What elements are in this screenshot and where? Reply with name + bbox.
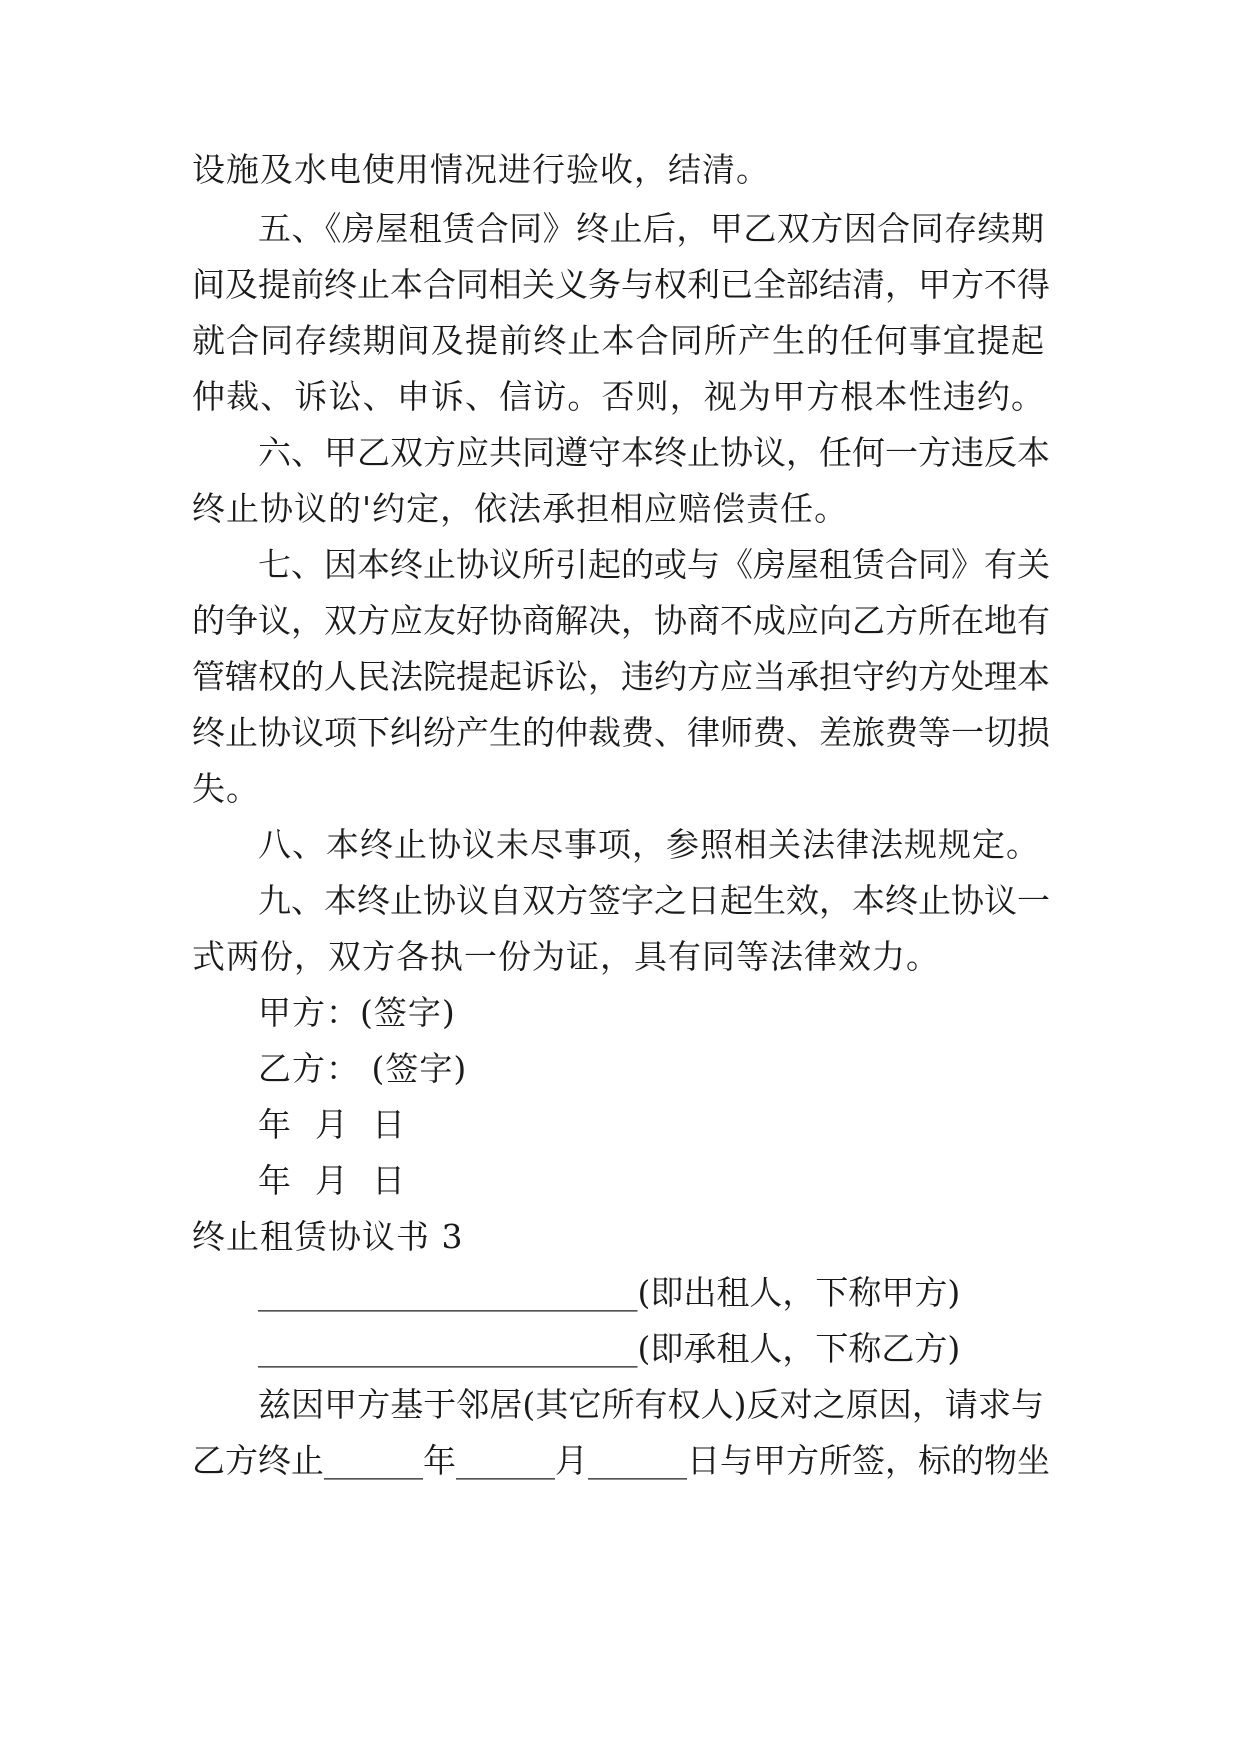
clause-7-line: 的争议，双方应友好协商解决，协商不成应向乙方所在地有 xyxy=(192,601,1050,640)
clause-5-line: 间及提前终止本合同相关义务与权利已全部结清，甲方不得 xyxy=(192,265,1050,304)
clause-5-line: 仲裁、诉讼、申诉、信访。否则，视为甲方根本性违约。 xyxy=(192,377,1044,416)
clause-9-line: 九、本终止协议自双方签字之日起生效，本终止协议一 xyxy=(258,881,1050,920)
date-line: 年 月 日 xyxy=(258,1105,406,1144)
lessor-line: _______________________(即出租人，下称甲方) xyxy=(258,1273,961,1312)
clause-7-line: 七、因本终止协议所引起的或与《房屋租赁合同》有关 xyxy=(258,545,1050,584)
party-b-signature: 乙方： (签字) xyxy=(258,1049,468,1088)
paragraph-line: 设施及水电使用情况进行验收，结清。 xyxy=(192,150,770,189)
lessee-line: _______________________(即承租人，下称乙方) xyxy=(258,1329,961,1368)
clause-5-line: 五、《房屋租赁合同》终止后，甲乙双方因合同存续期 xyxy=(258,209,1044,248)
clause-6-line: 终止协议的'约定，依法承担相应赔偿责任。 xyxy=(192,489,849,528)
clause-6-line: 六、甲乙双方应共同遵守本终止协议，任何一方违反本 xyxy=(258,433,1050,472)
clause-7-line: 失。 xyxy=(192,769,260,808)
section-title: 终止租赁协议书 3 xyxy=(192,1217,464,1256)
clause-7-line: 终止协议项下纠纷产生的仲裁费、律师费、差旅费等一切损 xyxy=(192,713,1050,752)
date-line: 年 月 日 xyxy=(258,1161,406,1200)
party-a-signature: 甲方：(签字) xyxy=(258,993,456,1032)
clause-7-line: 管辖权的人民法院提起诉讼，违约方应当承担守约方处理本 xyxy=(192,657,1050,696)
body-line: 乙方终止______年______月______日与甲方所签，标的物坐 xyxy=(192,1441,1050,1480)
clause-9-line: 式两份，双方各执一份为证，具有同等法律效力。 xyxy=(192,937,940,976)
body-line: 兹因甲方基于邻居(其它所有权人)反对之原因，请求与 xyxy=(258,1385,1044,1424)
clause-5-line: 就合同存续期间及提前终止本合同所产生的任何事宜提起 xyxy=(192,321,1044,360)
clause-8-line: 八、本终止协议未尽事项，参照相关法律法规规定。 xyxy=(258,825,1040,864)
